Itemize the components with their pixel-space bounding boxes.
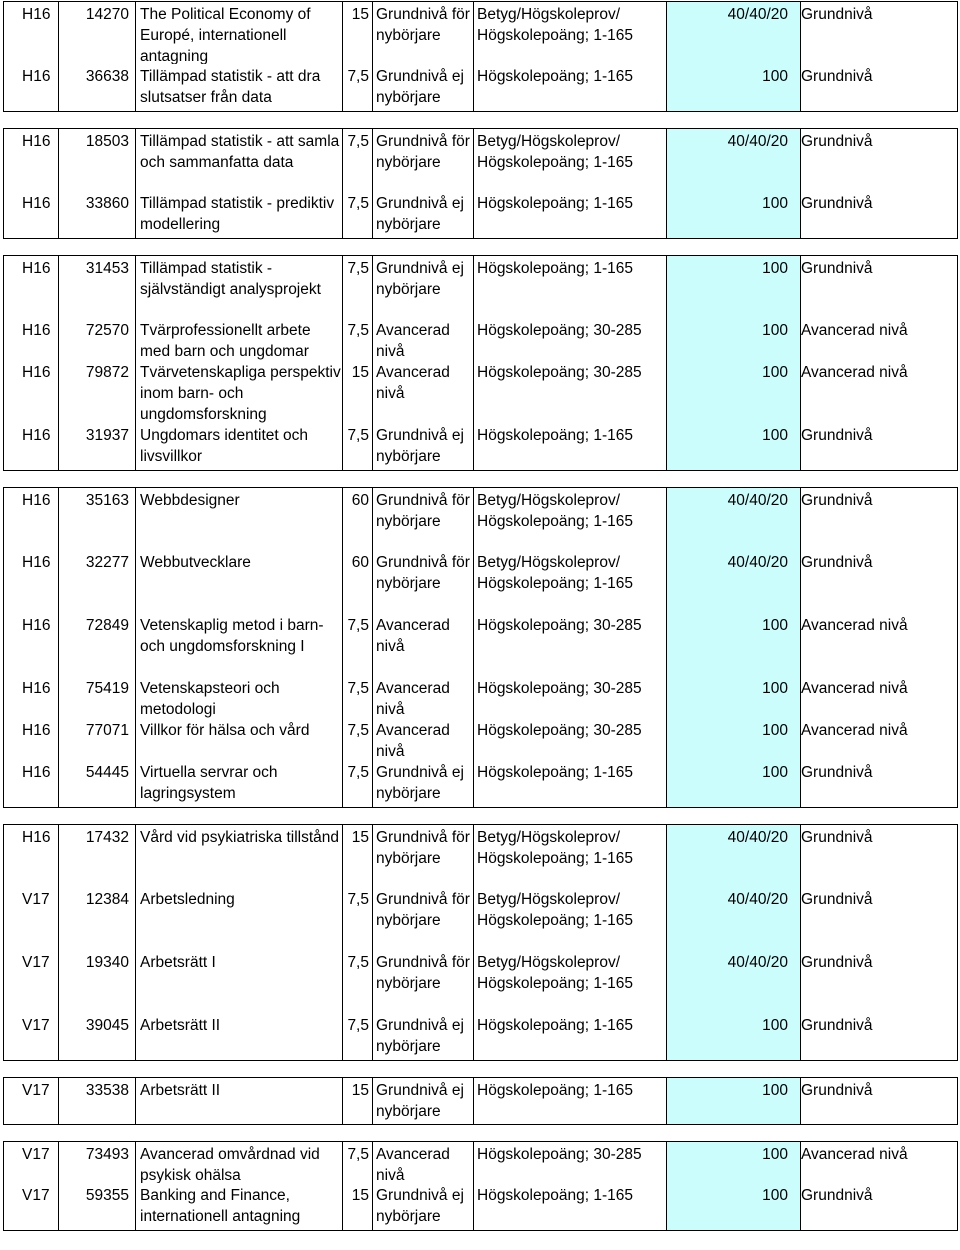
credits-cell: 7,5 xyxy=(343,128,373,191)
level-cell: Grundnivå för nybörjare xyxy=(373,950,474,1013)
level-cell: Grundnivå för nybörjare xyxy=(373,487,474,550)
selection-ratio-cell: 100 xyxy=(667,255,801,318)
course-code-cell: 31937 xyxy=(59,423,136,471)
term-cell: V17 xyxy=(3,1141,59,1183)
course-code-cell: 72570 xyxy=(59,318,136,360)
term-cell: H16 xyxy=(3,318,59,360)
level-cell: Grundnivå för nybörjare xyxy=(373,128,474,191)
level-category-cell: Avancerad nivå xyxy=(801,318,958,360)
level-cell: Grundnivå ej nybörjare xyxy=(373,1183,474,1231)
selection-ratio-cell: 40/40/20 xyxy=(667,487,801,550)
table-row xyxy=(3,676,958,718)
grading-cell: Betyg/Högskoleprov/ Högskolepoäng; 1-165 xyxy=(474,950,667,1013)
term-cell: H16 xyxy=(3,613,59,676)
table-row xyxy=(3,1,958,64)
level-category-cell: Grundnivå xyxy=(801,1077,958,1125)
credits-cell: 7,5 xyxy=(343,423,373,471)
level-category-cell: Grundnivå xyxy=(801,487,958,550)
course-code-cell: 32277 xyxy=(59,550,136,613)
level-cell: Grundnivå ej nybörjare xyxy=(373,1013,474,1061)
grading-cell: Högskolepoäng; 30-285 xyxy=(474,718,667,760)
term-cell: V17 xyxy=(3,1183,59,1231)
selection-ratio-cell: 100 xyxy=(667,1183,801,1231)
course-code-cell: 33860 xyxy=(59,191,136,239)
course-group xyxy=(3,1141,958,1231)
table-row xyxy=(3,760,958,808)
course-code-cell: 79872 xyxy=(59,360,136,423)
group-spacer xyxy=(3,1125,958,1141)
term-cell: H16 xyxy=(3,191,59,239)
course-name-cell: Webbdesigner xyxy=(136,487,343,550)
course-name-cell: Tillämpad statistik - att samla och sammanfatta data xyxy=(136,128,343,191)
table-row xyxy=(3,550,958,613)
level-cell: Grundnivå ej nybörjare xyxy=(373,423,474,471)
credits-cell: 7,5 xyxy=(343,887,373,950)
table-row xyxy=(3,423,958,471)
table-row xyxy=(3,1013,958,1061)
grading-cell: Högskolepoäng; 30-285 xyxy=(474,676,667,718)
level-cell: Grundnivå ej nybörjare xyxy=(373,760,474,808)
course-code-cell: 31453 xyxy=(59,255,136,318)
term-cell: H16 xyxy=(3,487,59,550)
group-spacer xyxy=(3,239,958,255)
grading-cell: Högskolepoäng; 30-285 xyxy=(474,360,667,423)
grading-cell: Högskolepoäng; 1-165 xyxy=(474,760,667,808)
course-name-cell: Virtuella servrar och lagringsystem xyxy=(136,760,343,808)
selection-ratio-cell: 100 xyxy=(667,1141,801,1183)
course-table xyxy=(3,1,958,1231)
credits-cell: 7,5 xyxy=(343,318,373,360)
level-cell: Grundnivå för nybörjare xyxy=(373,887,474,950)
course-code-cell: 17432 xyxy=(59,824,136,887)
level-cell: Avancerad nivå xyxy=(373,318,474,360)
course-code-cell: 77071 xyxy=(59,718,136,760)
course-name-cell: Tillämpad statistik - att dra slutsatser från data xyxy=(136,64,343,112)
credits-cell: 60 xyxy=(343,487,373,550)
grading-cell: Betyg/Högskoleprov/ Högskolepoäng; 1-165 xyxy=(474,824,667,887)
credits-cell: 7,5 xyxy=(343,1141,373,1183)
credits-cell: 7,5 xyxy=(343,950,373,1013)
credits-cell: 7,5 xyxy=(343,718,373,760)
selection-ratio-cell: 40/40/20 xyxy=(667,824,801,887)
course-code-cell: 73493 xyxy=(59,1141,136,1183)
course-name-cell: Arbetsledning xyxy=(136,887,343,950)
course-name-cell: Arbetsrätt II xyxy=(136,1077,343,1125)
course-name-cell: Webbutvecklare xyxy=(136,550,343,613)
course-group xyxy=(3,128,958,239)
selection-ratio-cell: 100 xyxy=(667,1077,801,1125)
credits-cell: 15 xyxy=(343,360,373,423)
selection-ratio-cell: 40/40/20 xyxy=(667,550,801,613)
term-cell: V17 xyxy=(3,1013,59,1061)
selection-ratio-cell: 100 xyxy=(667,423,801,471)
credits-cell: 7,5 xyxy=(343,613,373,676)
level-cell: Grundnivå ej nybörjare xyxy=(373,191,474,239)
level-cell: Grundnivå ej nybörjare xyxy=(373,255,474,318)
course-group xyxy=(3,1077,958,1125)
course-name-cell: Arbetsrätt II xyxy=(136,1013,343,1061)
term-cell: H16 xyxy=(3,128,59,191)
course-name-cell: The Political Economy of Europé, internationell antagning xyxy=(136,1,343,64)
course-code-cell: 33538 xyxy=(59,1077,136,1125)
term-cell: V17 xyxy=(3,887,59,950)
course-group xyxy=(3,487,958,808)
course-group xyxy=(3,255,958,471)
table-row xyxy=(3,255,958,318)
course-name-cell: Tvärvetenskapliga perspektiv inom barn- och ungdomsforskning xyxy=(136,360,343,423)
table-row xyxy=(3,128,958,191)
course-code-cell: 35163 xyxy=(59,487,136,550)
course-code-cell: 39045 xyxy=(59,1013,136,1061)
credits-cell: 15 xyxy=(343,1077,373,1125)
course-code-cell: 54445 xyxy=(59,760,136,808)
table-row xyxy=(3,487,958,550)
level-category-cell: Grundnivå xyxy=(801,1013,958,1061)
table-row xyxy=(3,1183,958,1231)
selection-ratio-cell: 100 xyxy=(667,360,801,423)
table-row xyxy=(3,1141,958,1183)
table-row xyxy=(3,718,958,760)
grading-cell: Högskolepoäng; 1-165 xyxy=(474,1183,667,1231)
level-category-cell: Avancerad nivå xyxy=(801,360,958,423)
course-name-cell: Vetenskaplig metod i barn- och ungdomsforskning I xyxy=(136,613,343,676)
course-name-cell: Tvärprofessionellt arbete med barn och ungdomar xyxy=(136,318,343,360)
term-cell: H16 xyxy=(3,824,59,887)
selection-ratio-cell: 40/40/20 xyxy=(667,887,801,950)
table-row xyxy=(3,360,958,423)
credits-cell: 7,5 xyxy=(343,191,373,239)
level-category-cell: Avancerad nivå xyxy=(801,613,958,676)
credits-cell: 7,5 xyxy=(343,255,373,318)
level-category-cell: Grundnivå xyxy=(801,760,958,808)
credits-cell: 15 xyxy=(343,1,373,64)
course-code-cell: 18503 xyxy=(59,128,136,191)
level-category-cell: Avancerad nivå xyxy=(801,1141,958,1183)
course-code-cell: 72849 xyxy=(59,613,136,676)
grading-cell: Betyg/Högskoleprov/ Högskolepoäng; 1-165 xyxy=(474,887,667,950)
level-cell: Avancerad nivå xyxy=(373,676,474,718)
group-spacer xyxy=(3,112,958,128)
course-name-cell: Avancerad omvårdnad vid psykisk ohälsa xyxy=(136,1141,343,1183)
course-name-cell: Vård vid psykiatriska tillstånd xyxy=(136,824,343,887)
credits-cell: 7,5 xyxy=(343,64,373,112)
term-cell: H16 xyxy=(3,64,59,112)
level-category-cell: Grundnivå xyxy=(801,191,958,239)
grading-cell: Högskolepoäng; 30-285 xyxy=(474,613,667,676)
level-category-cell: Grundnivå xyxy=(801,887,958,950)
level-cell: Grundnivå ej nybörjare xyxy=(373,64,474,112)
selection-ratio-cell: 100 xyxy=(667,318,801,360)
credits-cell: 7,5 xyxy=(343,760,373,808)
level-category-cell: Avancerad nivå xyxy=(801,676,958,718)
credits-cell: 60 xyxy=(343,550,373,613)
table-row xyxy=(3,191,958,239)
course-code-cell: 75419 xyxy=(59,676,136,718)
table-row xyxy=(3,1077,958,1125)
credits-cell: 7,5 xyxy=(343,1013,373,1061)
group-spacer xyxy=(3,471,958,487)
selection-ratio-cell: 100 xyxy=(667,64,801,112)
term-cell: H16 xyxy=(3,676,59,718)
course-name-cell: Arbetsrätt I xyxy=(136,950,343,1013)
selection-ratio-cell: 100 xyxy=(667,676,801,718)
level-cell: Grundnivå för nybörjare xyxy=(373,1,474,64)
grading-cell: Högskolepoäng; 1-165 xyxy=(474,255,667,318)
level-category-cell: Grundnivå xyxy=(801,1183,958,1231)
credits-cell: 15 xyxy=(343,824,373,887)
term-cell: V17 xyxy=(3,950,59,1013)
course-name-cell: Tillämpad statistik - prediktiv modellering xyxy=(136,191,343,239)
table-row xyxy=(3,824,958,887)
grading-cell: Högskolepoäng; 1-165 xyxy=(474,191,667,239)
grading-cell: Betyg/Högskoleprov/ Högskolepoäng; 1-165 xyxy=(474,550,667,613)
term-cell: H16 xyxy=(3,550,59,613)
course-code-cell: 12384 xyxy=(59,887,136,950)
grading-cell: Betyg/Högskoleprov/ Högskolepoäng; 1-165 xyxy=(474,128,667,191)
course-code-cell: 36638 xyxy=(59,64,136,112)
group-spacer xyxy=(3,808,958,824)
credits-cell: 7,5 xyxy=(343,676,373,718)
level-category-cell: Grundnivå xyxy=(801,1,958,64)
level-category-cell: Grundnivå xyxy=(801,255,958,318)
grading-cell: Högskolepoäng; 1-165 xyxy=(474,1013,667,1061)
course-code-cell: 19340 xyxy=(59,950,136,1013)
level-category-cell: Avancerad nivå xyxy=(801,718,958,760)
grading-cell: Högskolepoäng; 1-165 xyxy=(474,423,667,471)
level-category-cell: Grundnivå xyxy=(801,950,958,1013)
table-row xyxy=(3,613,958,676)
table-row xyxy=(3,318,958,360)
grading-cell: Högskolepoäng; 1-165 xyxy=(474,1077,667,1125)
term-cell: H16 xyxy=(3,718,59,760)
selection-ratio-cell: 100 xyxy=(667,1013,801,1061)
grading-cell: Betyg/Högskoleprov/ Högskolepoäng; 1-165 xyxy=(474,1,667,64)
term-cell: H16 xyxy=(3,255,59,318)
group-spacer xyxy=(3,1061,958,1077)
course-code-cell: 59355 xyxy=(59,1183,136,1231)
selection-ratio-cell: 40/40/20 xyxy=(667,128,801,191)
table-row xyxy=(3,950,958,1013)
term-cell: V17 xyxy=(3,1077,59,1125)
level-cell: Avancerad nivå xyxy=(373,360,474,423)
term-cell: H16 xyxy=(3,1,59,64)
selection-ratio-cell: 40/40/20 xyxy=(667,950,801,1013)
course-name-cell: Vetenskapsteori och metodologi xyxy=(136,676,343,718)
course-name-cell: Ungdomars identitet och livsvillkor xyxy=(136,423,343,471)
level-cell: Grundnivå för nybörjare xyxy=(373,824,474,887)
level-category-cell: Grundnivå xyxy=(801,64,958,112)
level-cell: Avancerad nivå xyxy=(373,718,474,760)
table-row xyxy=(3,64,958,112)
course-group xyxy=(3,1,958,112)
course-code-cell: 14270 xyxy=(59,1,136,64)
selection-ratio-cell: 100 xyxy=(667,718,801,760)
selection-ratio-cell: 100 xyxy=(667,613,801,676)
level-category-cell: Grundnivå xyxy=(801,423,958,471)
selection-ratio-cell: 100 xyxy=(667,760,801,808)
grading-cell: Högskolepoäng; 30-285 xyxy=(474,1141,667,1183)
term-cell: H16 xyxy=(3,760,59,808)
term-cell: H16 xyxy=(3,360,59,423)
level-cell: Grundnivå för nybörjare xyxy=(373,550,474,613)
selection-ratio-cell: 100 xyxy=(667,191,801,239)
level-category-cell: Grundnivå xyxy=(801,128,958,191)
course-name-cell: Banking and Finance, internationell antagning xyxy=(136,1183,343,1231)
course-group xyxy=(3,824,958,1061)
level-cell: Grundnivå ej nybörjare xyxy=(373,1077,474,1125)
term-cell: H16 xyxy=(3,423,59,471)
selection-ratio-cell: 40/40/20 xyxy=(667,1,801,64)
grading-cell: Högskolepoäng; 1-165 xyxy=(474,64,667,112)
grading-cell: Högskolepoäng; 30-285 xyxy=(474,318,667,360)
credits-cell: 15 xyxy=(343,1183,373,1231)
course-name-cell: Tillämpad statistik - självständigt analysprojekt xyxy=(136,255,343,318)
level-category-cell: Grundnivå xyxy=(801,824,958,887)
level-cell: Avancerad nivå xyxy=(373,613,474,676)
grading-cell: Betyg/Högskoleprov/ Högskolepoäng; 1-165 xyxy=(474,487,667,550)
level-cell: Avancerad nivå xyxy=(373,1141,474,1183)
level-category-cell: Grundnivå xyxy=(801,550,958,613)
table-row xyxy=(3,887,958,950)
course-name-cell: Villkor för hälsa och vård xyxy=(136,718,343,760)
